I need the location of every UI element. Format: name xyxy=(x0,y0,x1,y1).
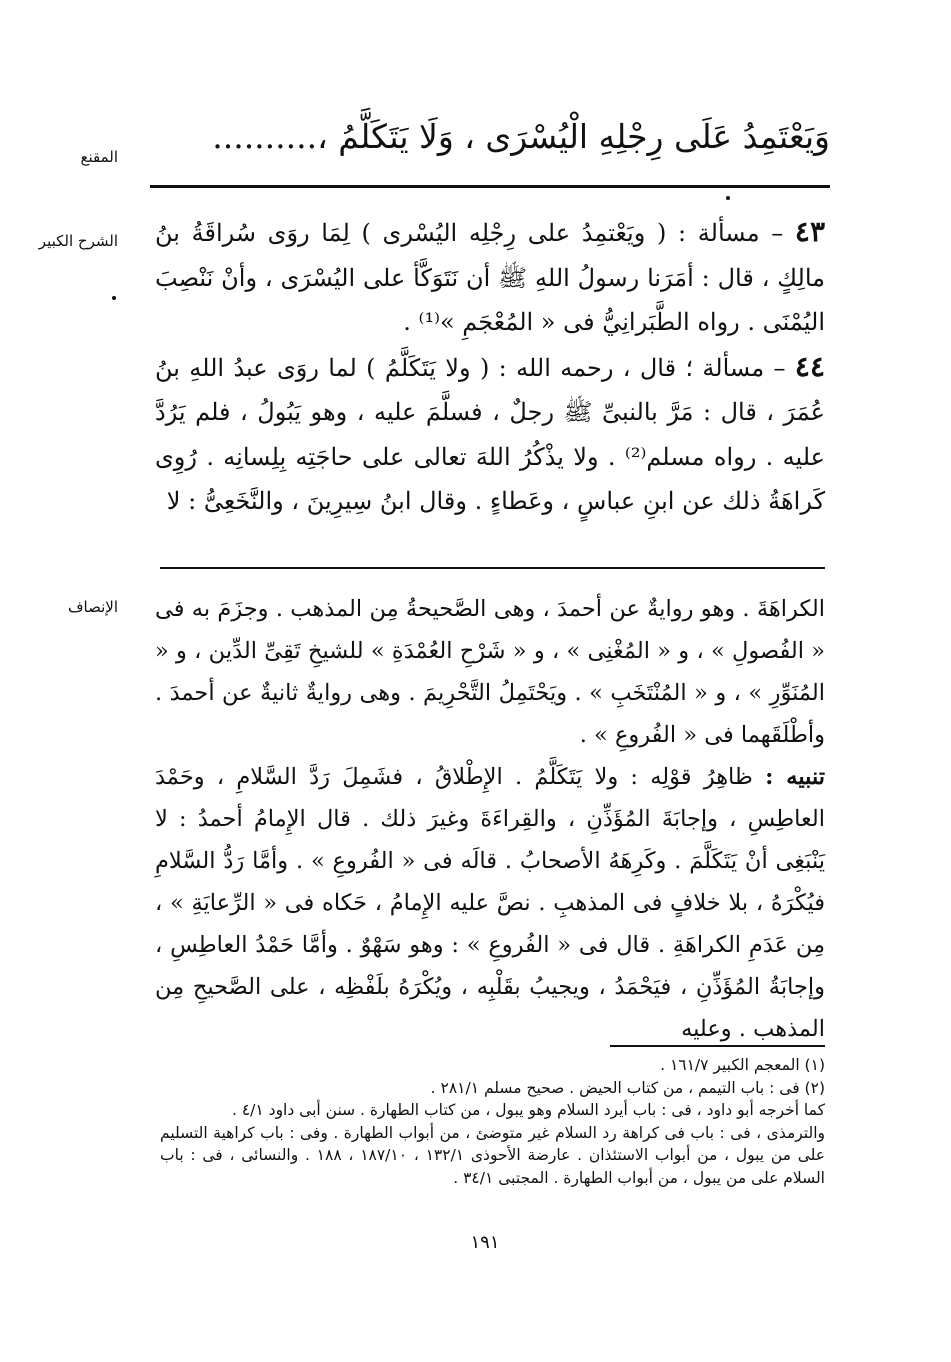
book-label-muqni: المقنع xyxy=(80,148,118,166)
tanbih-label: تنبيه : xyxy=(765,764,825,790)
tanbih-text: ظاهِرُ قوْلِه : ولا يَتَكَلَّمُ . الإِطْلاقُ ، فشَمِلَ رَدَّ السَّلامِ ، وحَمْدَ العاطِسِ ، وإجابَةَ المُؤَذِّنِ ، والقِراءَةَ وغيرَ ذلك . قال الإِمامُ أحمدُ : لا يَنْبَغِى أنْ يَتَكَلَّمَ . وكَرِهَهُ الأصحابُ . قالَه فى « الفُروعِ » . وأمَّا رَدُّ السَّلامِ فيُكْرَهُ ، بلا خلافٍ فى المذهبِ . نصَّ عليه الإِمامُ ، حَكاه فى « الرِّعايَةِ » ، مِن عَدَمِ الكراهَةِ . قال فى « الفُروعِ » : وهو سَهْوٌ . وأمَّا حَمْدُ العاطِسِ ، وإجابَةُ المُؤَذِّنِ ، فيَحْمَدُ ، ويجيبُ بقَلْبِه ، ويُكْرَهُ بلَفْظِه ، على الصَّحيحِ مِن المذهب . وعليه xyxy=(155,764,825,1042)
sharh-text-block xyxy=(155,210,825,524)
insaf-text-block xyxy=(155,588,825,1050)
running-header-title: وَيَعْتَمِدُ عَلَى رِجْلِهِ الْيُسْرَى ، وَلَا يَتَكَلَّمُ ،.......... xyxy=(212,117,830,156)
margin-dot xyxy=(112,296,116,300)
issue-text: – مسألة ؛ قال ، رحمه الله : ( ولا يَتَكَلَّمُ ) لما روَى عبدُ اللهِ بنُ عُمَرَ ، قال : مَرَّ بالنبىِّ ﷺ رجلٌ ، فسلَّمَ عليه ، وهو يَبُولُ ، فلم يَرُدَّ عليه . رواه مسلم⁽²⁾ . ولا يذْكُرُ اللهَ تعالى على حاجَتِه بِلِسانِه . رُوِى كَراهَةُ ذلك عن ابنِ عباسٍ ، وعَطاءٍ . وقال ابنُ سِيرِينَ ، والنَّخَعِىُّ : لا xyxy=(155,353,825,515)
section-divider xyxy=(160,567,825,569)
header-divider xyxy=(150,185,830,188)
footnote-item: (٢) فى : باب التيمم ، من كتاب الحيض . صحيح مسلم ٢٨١/١ . xyxy=(430,1078,825,1097)
insaf-paragraph: الكراهَةَ . وهو روايةٌ عن أحمدَ ، وهى الصَّحيحةُ مِن المذهب . وجزَمَ به فى « الفُصولِ » ، و « المُغْنِى » ، و « شَرْحِ العُمْدَةِ » للشيخِ تَقِىِّ الدِّين ، و « المُنَوِّرِ » ، و « المُنْتَخَبِ » . ويَحْتَمِلُ التَّحْرِيمَ . وهى روايةٌ ثانيةٌ عن أحمدَ . وأطْلَقَهما فى « الفُروعِ » . xyxy=(155,596,825,748)
issue-number: ٤٤ xyxy=(794,349,825,383)
issue-44-paragraph xyxy=(155,345,825,524)
footnote-divider xyxy=(610,1045,825,1047)
tanbih-paragraph xyxy=(155,756,825,1050)
footnote-item: والترمذى ، فى : باب فى كراهة رد السلام غير متوضئ ، من أبواب الطهارة . وفى : باب كراهية التسليم على من يبول ، من أبواب الاستئذان . عارضة الأحوذى ١٣٢/١ ، ١٨٧/١٠ ، ١٨٨ . والنسائى ، فى : باب السلام على من يبول ، من أبواب الطهارة . المجتبى ٣٤/١ . xyxy=(160,1123,826,1187)
issue-text: – مسألة : ( ويَعْتمِدُ على رِجْلِه اليُسْرى ) لِمَا روَى سُراقَةُ بنُ مالِكٍ ، قال : أمَرَنا رسولُ اللهِ ﷺ أن نَتَوَكَّأ على اليُسْرَى ، وأنْ نَنْصِبَ اليُمْنَى . رواه الطَّبَرانِيُّ فى « المُعْجَمِ »⁽¹⁾ . xyxy=(155,219,825,336)
footnotes-block xyxy=(160,1054,825,1189)
footnote-item: كما أخرجه أبو داود ، فى : باب أيرد السلام وهو يبول ، من كتاب الطهارة . سنن أبى داود ٤/١ . xyxy=(232,1101,825,1119)
page-number: ١٩١ xyxy=(470,1232,500,1253)
issue-43-paragraph xyxy=(155,210,825,345)
issue-number: ٤٣ xyxy=(794,215,825,248)
section-label-sharh: الشرح الكبير xyxy=(38,232,118,250)
footnote-item: (١) المعجم الكبير ١٦١/٧ . xyxy=(660,1056,825,1074)
ornament-dot xyxy=(726,196,730,200)
section-label-insaf: الإنصاف xyxy=(67,598,118,616)
